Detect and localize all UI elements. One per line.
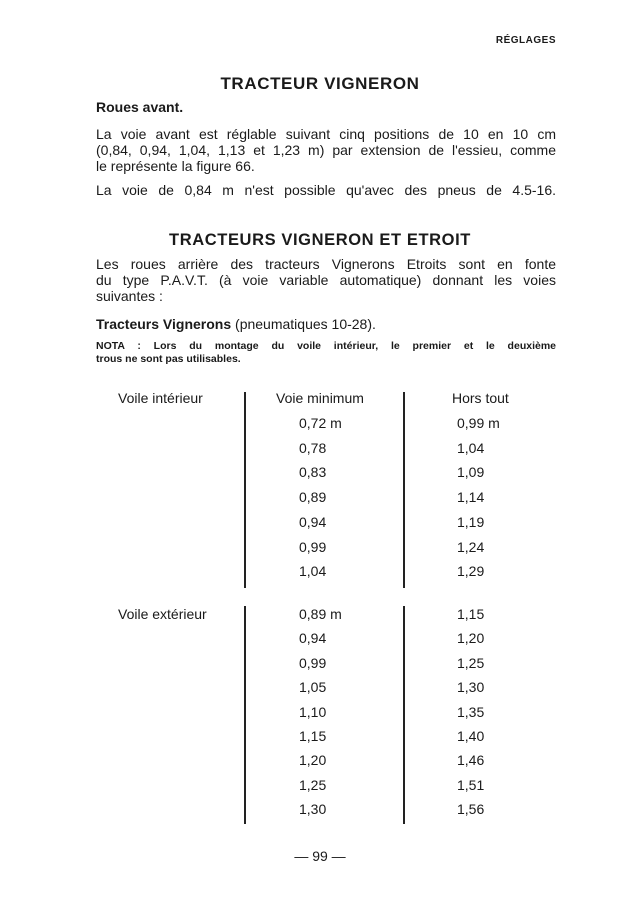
table-cell-voie-minimum: 0,83 (299, 464, 327, 481)
table-cell-voie-minimum: 0,99 (299, 654, 327, 671)
table-cell-voie-minimum: 1,05 (299, 679, 327, 696)
table-cell-hors-tout: 1,24 (457, 538, 485, 555)
table-cell-hors-tout: 1,14 (457, 489, 485, 506)
table-cell-hors-tout: 1,30 (457, 679, 485, 696)
running-header: RÉGLAGES (495, 35, 556, 46)
table-cell-voie-minimum: 1,10 (299, 703, 327, 720)
table-cell-voie-minimum: 0,78 (299, 439, 327, 456)
table-header-voie-minimum: Voie minimum (276, 390, 364, 406)
nota-line: trous ne sont pas utilisables. (96, 353, 241, 365)
table-cell-voie-minimum: 1,20 (299, 752, 327, 769)
table-cell-voie-minimum: 1,04 (299, 563, 327, 580)
paragraph-roues-arriere (96, 256, 556, 304)
table-cell-hors-tout: 1,46 (457, 752, 485, 769)
page-number: — 99 — (294, 848, 346, 864)
table-cell-hors-tout: 1,29 (457, 563, 485, 580)
paragraph-line: du type P.A.V.T. (à voie variable automatique) donnant les voies (96, 272, 556, 288)
nota-line: NOTA : Lors du montage du voile intérieur, le premier et le deuxième (96, 340, 556, 352)
table-cell-hors-tout: 1,25 (457, 654, 485, 671)
table-cell-hors-tout: 1,56 (457, 801, 485, 818)
table-cell-hors-tout: 0,99 m (457, 415, 500, 431)
table-cell-hors-tout: 1,40 (457, 728, 485, 744)
column-divider (403, 392, 405, 588)
table-cell-voie-minimum: 0,72 m (299, 415, 342, 431)
column-divider (403, 606, 405, 824)
table-header-voile: Voile intérieur (118, 390, 203, 406)
paragraph-line: Les roues arrière des tracteurs Vignerons Etroits sont en fonte (96, 256, 556, 272)
table-cell-voie-minimum: 0,99 (299, 538, 327, 555)
table-cell-voie-minimum: 0,94 (299, 630, 327, 647)
table-group-label-exterieur: Voile extérieur (118, 606, 207, 622)
column-divider (244, 606, 246, 824)
paragraph-line: La voie avant est réglable suivant cinq positions de 10 en 10 cm (96, 126, 556, 142)
section-title-vigneron-etroit: TRACTEURS VIGNERON ET ETROIT (169, 231, 471, 249)
table-cell-hors-tout: 1,04 (457, 439, 485, 456)
subtitle-bold: Tracteurs Vignerons (96, 316, 232, 332)
table-cell-hors-tout: 1,20 (457, 630, 485, 647)
table-cell-voie-minimum: 1,30 (299, 801, 327, 818)
subtitle-tracteurs-vignerons (96, 316, 556, 332)
section-title-vigneron: TRACTEUR VIGNERON (220, 74, 420, 93)
table-cell-voie-minimum: 0,89 (299, 489, 327, 506)
paragraph-line: La voie de 0,84 m n'est possible qu'avec des pneus de 4.5-16. (96, 182, 556, 198)
subtitle-roues-avant: Roues avant. (96, 99, 184, 115)
table-cell-hors-tout: 1,19 (457, 513, 485, 530)
column-divider (244, 392, 246, 588)
paragraph-line: le représente la figure 66. (96, 158, 255, 174)
paragraph-voie-avant (96, 126, 556, 174)
paragraph-line: (0,84, 0,94, 1,04, 1,13 et 1,23 m) par extension de l'essieu, comme (96, 142, 556, 158)
nota-note (96, 340, 556, 366)
paragraph-voie-084 (96, 182, 556, 198)
table-cell-hors-tout: 1,15 (457, 606, 485, 622)
table-cell-voie-minimum: 0,94 (299, 513, 327, 530)
table-header-hors-tout: Hors tout (452, 390, 509, 406)
table-cell-hors-tout: 1,09 (457, 464, 485, 481)
table-cell-hors-tout: 1,51 (457, 776, 485, 793)
paragraph-line: suivantes : (96, 288, 163, 304)
table-cell-hors-tout: 1,35 (457, 703, 485, 720)
table-cell-voie-minimum: 0,89 m (299, 606, 342, 622)
subtitle-rest: (pneumatiques 10-28). (231, 316, 376, 332)
table-cell-voie-minimum: 1,25 (299, 776, 327, 793)
table-cell-voie-minimum: 1,15 (299, 728, 327, 744)
